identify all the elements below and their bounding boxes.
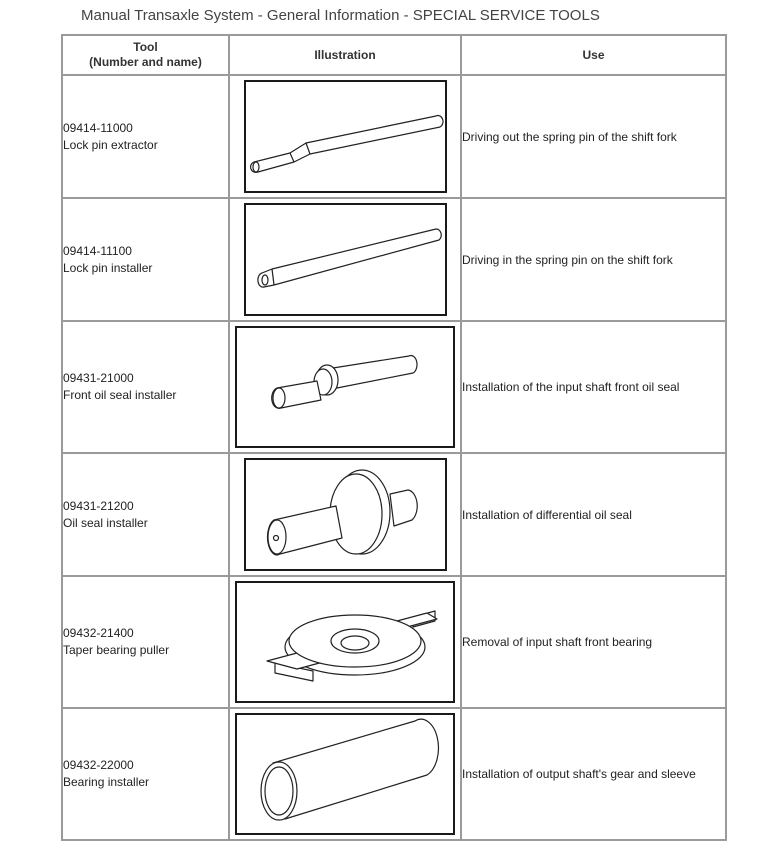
tool-cell: [62, 708, 229, 840]
table-row: [62, 321, 726, 453]
tool-number: 09414-11000: [63, 120, 133, 135]
tool-name: Lock pin extractor: [63, 137, 158, 152]
tool-cell: [62, 198, 229, 321]
table-row: [62, 75, 726, 198]
use-cell: Removal of input shaft front bearing: [461, 576, 726, 708]
table-row: [62, 708, 726, 840]
tool-number: 09431-21200: [63, 498, 134, 513]
bearing-installer-icon: [235, 713, 455, 835]
illustration-cell: [229, 75, 461, 198]
illustration-column-header: Illustration: [229, 35, 461, 75]
lock-pin-installer-icon: [244, 203, 447, 316]
tool-cell: [62, 321, 229, 453]
tool-header-label: Tool: [133, 40, 158, 54]
tool-name: Bearing installer: [63, 775, 150, 789]
front-oil-seal-installer-icon: [235, 326, 455, 448]
tool-name: Oil seal installer: [63, 515, 148, 530]
taper-bearing-puller-icon: [235, 581, 455, 703]
tool-header-sublabel: (Number and name): [89, 55, 202, 69]
use-cell: Installation of differential oil seal: [461, 453, 726, 576]
tool-cell: [62, 453, 229, 576]
use-cell: Installation of output shaft's gear and sleeve: [461, 708, 726, 840]
illustration-cell: [229, 453, 461, 576]
tool-cell: [62, 75, 229, 198]
tool-column-header: [62, 35, 229, 75]
use-column-header: Use: [461, 35, 726, 75]
table-row: [62, 198, 726, 321]
tool-name: Taper bearing puller: [63, 643, 170, 657]
tool-number: 09431-21000: [63, 371, 134, 385]
illustration-cell: [229, 321, 461, 453]
use-cell: Installation of the input shaft front oil seal: [461, 321, 726, 453]
tool-cell: [62, 576, 229, 708]
oil-seal-installer-icon: [244, 458, 447, 571]
illustration-cell: [229, 198, 461, 321]
table-row: [62, 576, 726, 708]
use-cell: Driving in the spring pin on the shift fork: [461, 198, 726, 321]
lock-pin-extractor-icon: [244, 80, 447, 193]
tool-number: 09414-11100: [63, 243, 132, 258]
table-header-row: [62, 35, 726, 75]
tool-number: 09432-21400: [63, 626, 134, 640]
illustration-cell: [229, 708, 461, 840]
page-title: Manual Transaxle System - General Information - SPECIAL SERVICE TOOLS: [81, 7, 600, 24]
table-row: [62, 453, 726, 576]
illustration-cell: [229, 576, 461, 708]
tool-name: Lock pin installer: [63, 260, 153, 275]
special-service-tools-table: [61, 34, 727, 841]
tool-name: Front oil seal installer: [63, 388, 177, 402]
tool-number: 09432-22000: [63, 758, 134, 772]
use-cell: Driving out the spring pin of the shift fork: [461, 75, 726, 198]
